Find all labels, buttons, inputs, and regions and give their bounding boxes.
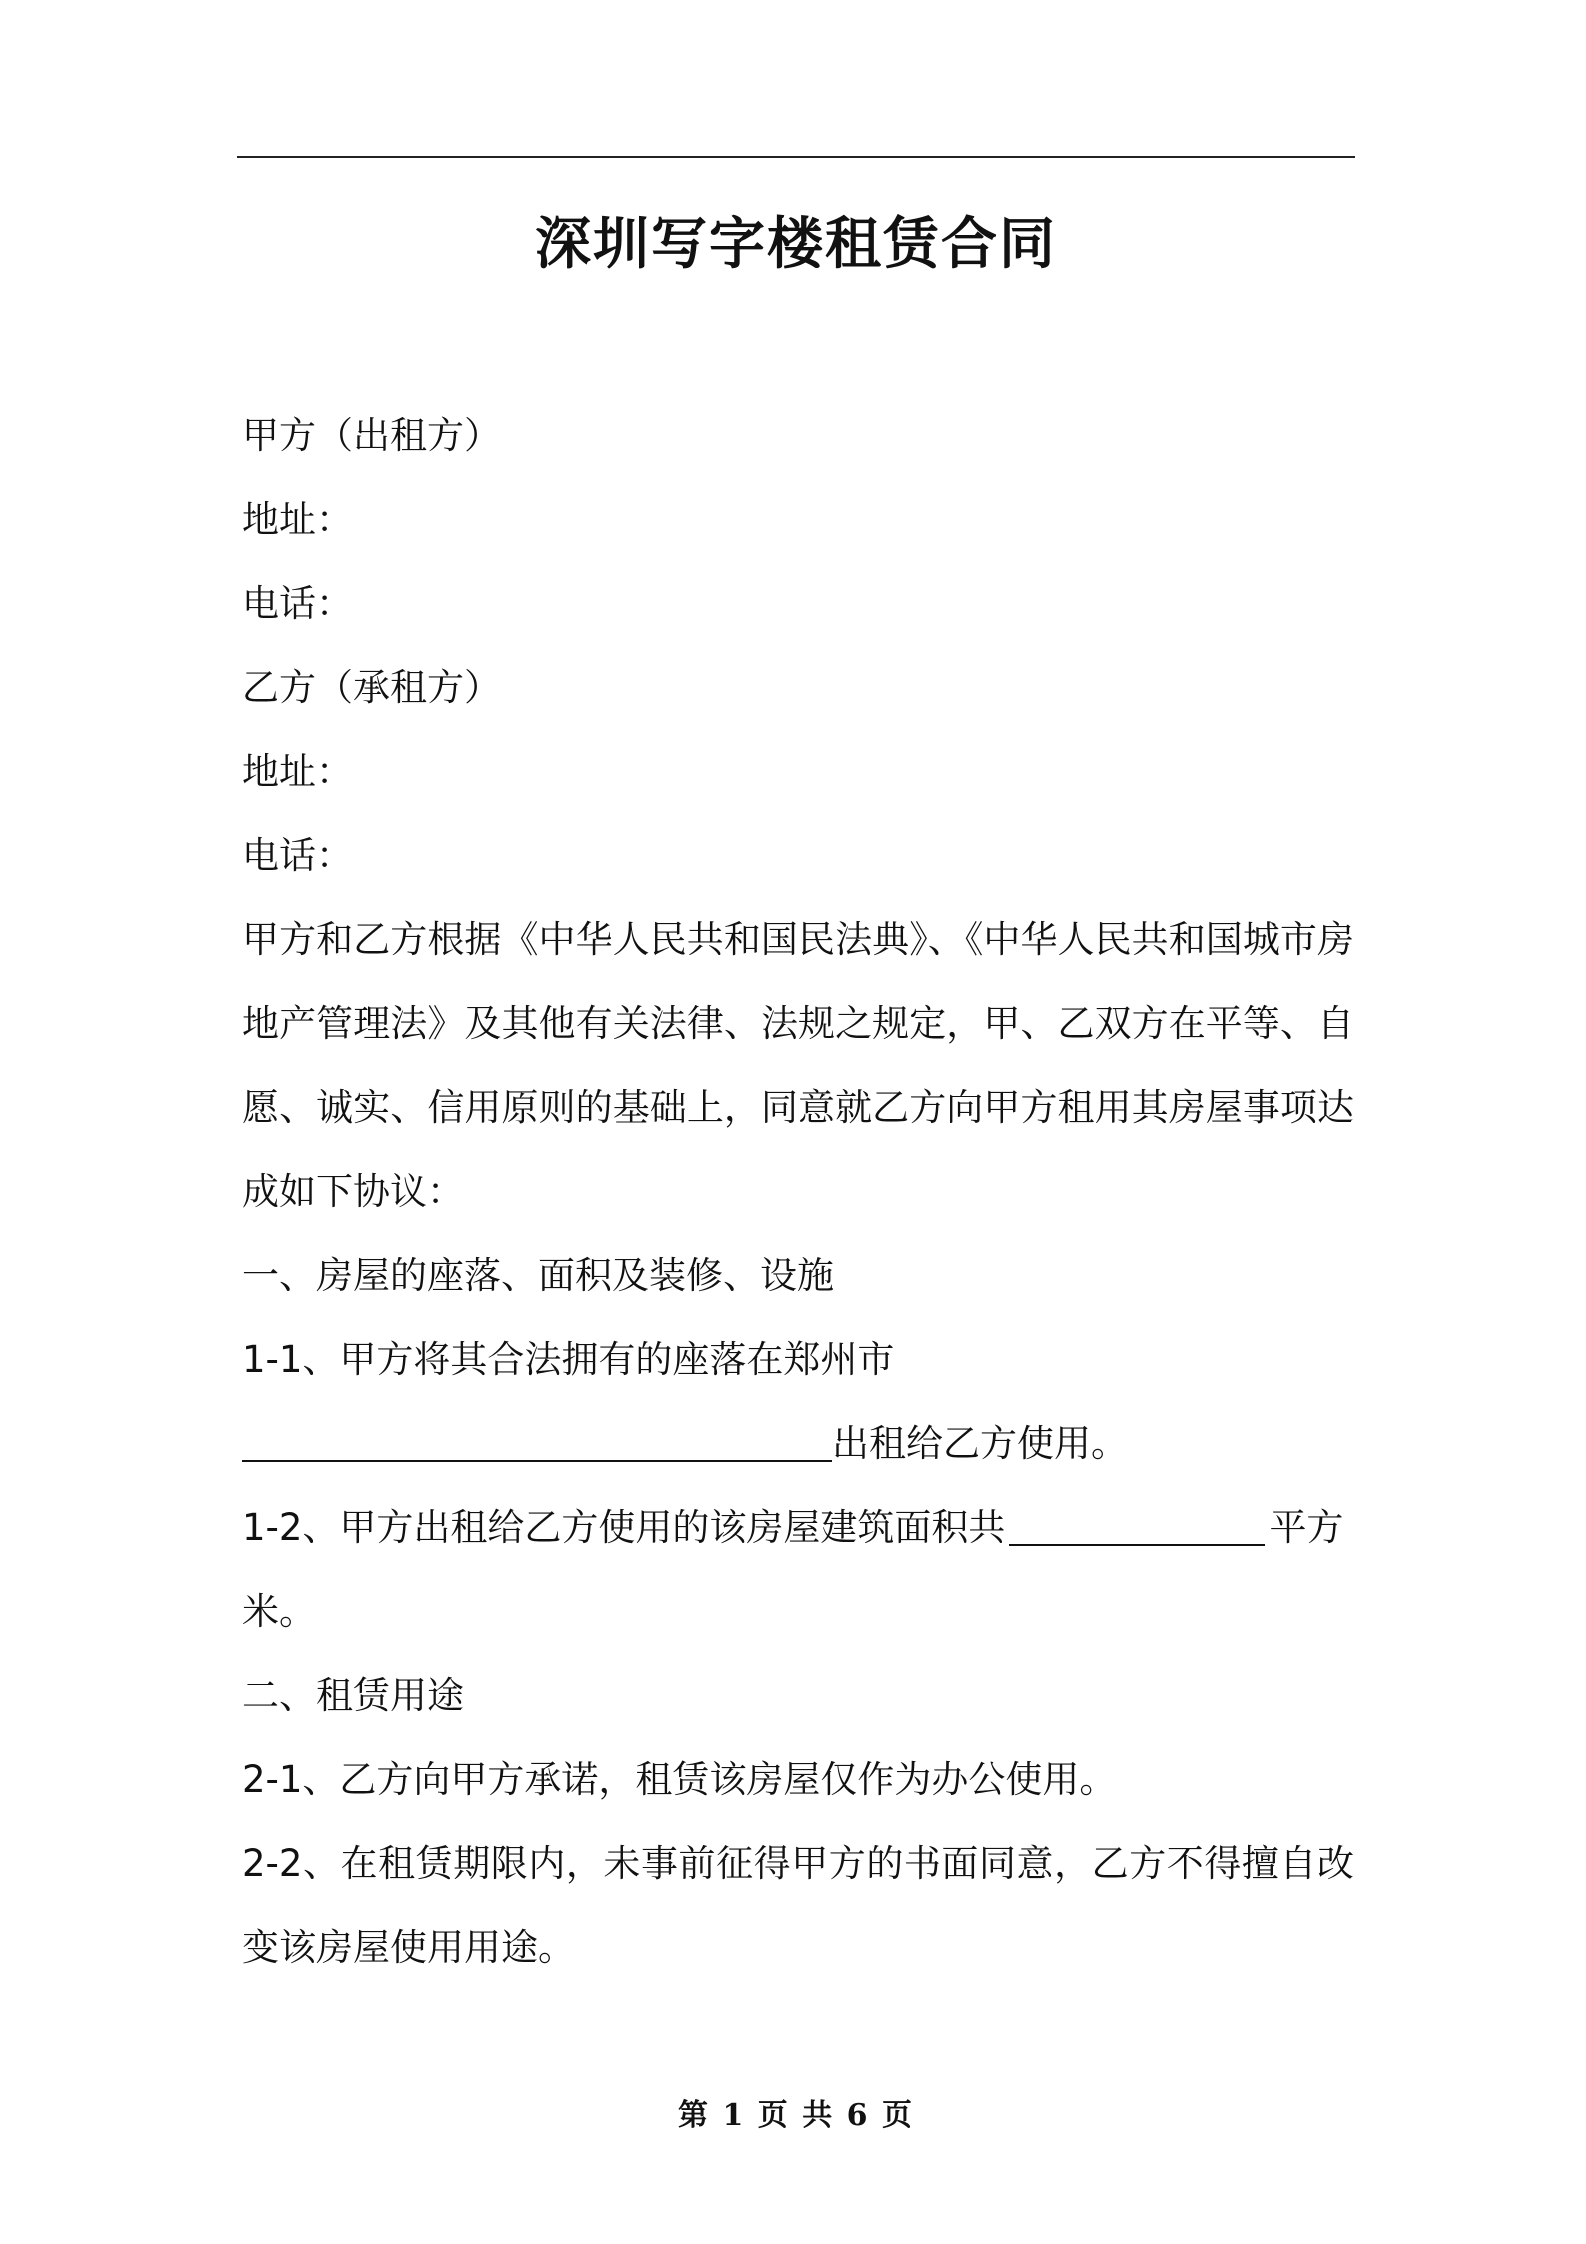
clause-1-2-line2 — [242, 1570, 1354, 1654]
document-title: 深圳写字楼租赁合同 — [535, 212, 1057, 277]
party-a-phone-label: 电话： — [242, 582, 353, 625]
clause-1-2-text-start: 1-2、甲方出租给乙方使用的该房屋建筑面积共 — [242, 1506, 1006, 1549]
clause-1-2-text-end: 米。 — [242, 1590, 316, 1633]
clause-1-2-text-mid: 平方 — [1269, 1506, 1344, 1549]
clause-1-1-text-end: 出租给乙方使用。 — [832, 1422, 1128, 1465]
header-rule — [237, 156, 1355, 158]
party-a-heading: 甲方（出租方） — [242, 414, 501, 457]
clause-1-1-text-start: 1-1、甲方将其合法拥有的座落在郑州市 — [242, 1338, 895, 1381]
section1-heading: 一、房屋的座落、面积及装修、设施 — [242, 1254, 834, 1297]
preamble-paragraph: 甲方和乙方根据《中华人民共和国民法典》、《中华人民共和国城市房地产管理法》及其他有关法律、法规之规定，甲、乙双方在平等、自愿、诚实、信用原则的基础上，同意就乙方向甲方租用其房屋事项达成如下协议： — [242, 918, 1354, 1213]
party-b-phone-label: 电话： — [242, 834, 353, 877]
clause-1-1-line1 — [242, 1318, 1354, 1402]
clause-1-1-line2 — [242, 1402, 1354, 1486]
clause-1-2-line1 — [242, 1486, 1354, 1570]
party-b-address-label: 地址： — [242, 750, 353, 793]
clause-2-1: 2-1、乙方向甲方承诺，租赁该房屋仅作为办公使用。 — [242, 1758, 1117, 1801]
party-a-address-label: 地址： — [242, 498, 353, 541]
clause-2-2: 2-2、在租赁期限内，未事前征得甲方的书面同意，乙方不得擅自改变该房屋使用用途。 — [242, 1842, 1354, 1969]
section2-heading: 二、租赁用途 — [242, 1674, 464, 1717]
document-body — [242, 394, 1354, 1990]
location-blank — [242, 1424, 832, 1462]
page-indicator: 第 1 页 共 6 页 — [678, 2098, 914, 2133]
area-blank — [1009, 1508, 1265, 1546]
party-b-heading: 乙方（承租方） — [242, 666, 501, 709]
